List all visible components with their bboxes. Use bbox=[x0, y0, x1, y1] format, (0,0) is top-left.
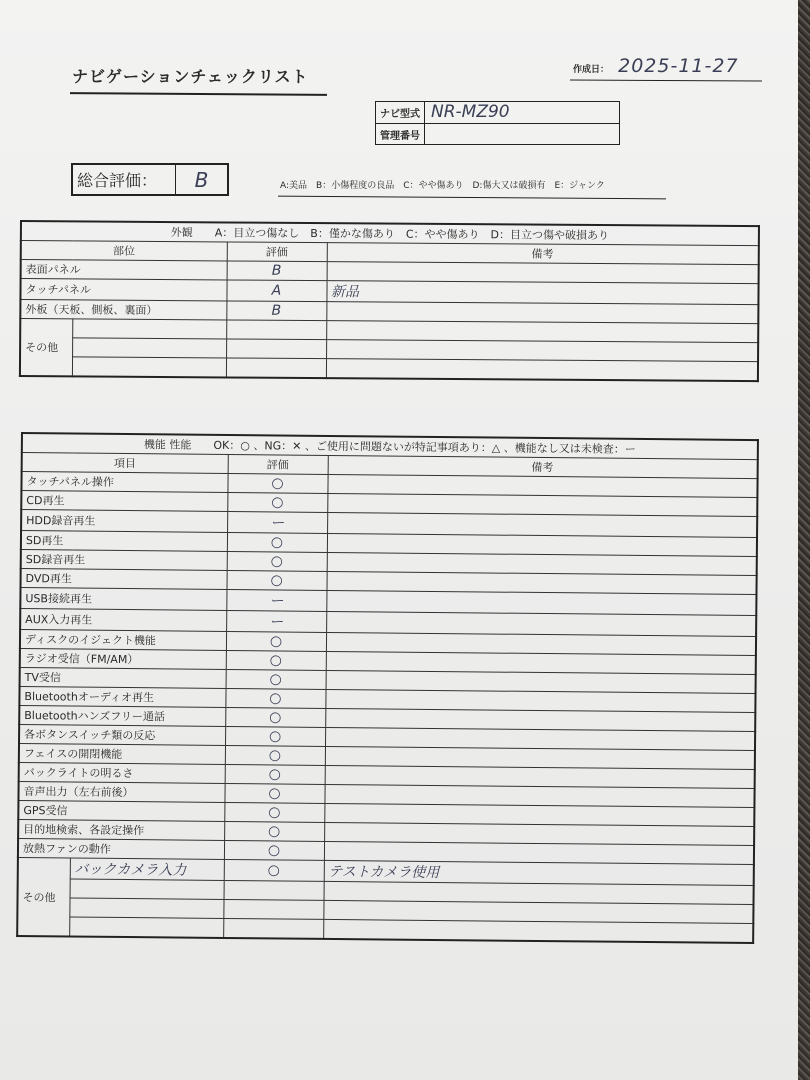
other-label: その他 bbox=[17, 857, 70, 936]
function-table bbox=[16, 432, 759, 944]
other-item-cell bbox=[70, 879, 224, 899]
legend-underline bbox=[278, 196, 666, 200]
created-date-value: 2025-11-27 bbox=[618, 55, 739, 77]
item-cell: タッチパネル操作 bbox=[21, 472, 227, 493]
item-cell: フェイスの開閉機能 bbox=[19, 743, 225, 764]
item-cell: Bluetoothオーディオ再生 bbox=[19, 686, 225, 707]
item-cell: 音声出力（左右前後） bbox=[18, 781, 224, 802]
rating-cell: ○ bbox=[227, 473, 327, 493]
rating-cell bbox=[224, 880, 324, 900]
overall-rating-label: 総合評価： bbox=[73, 165, 176, 194]
item-cell: 目的地検索、各設定操作 bbox=[18, 819, 224, 840]
part-cell: 外板（天板、側板、裏面） bbox=[20, 300, 226, 320]
date-underline bbox=[570, 79, 762, 81]
rating-cell: ○ bbox=[226, 570, 326, 590]
rating-cell: B bbox=[226, 301, 326, 321]
management-number-value bbox=[425, 124, 619, 145]
other-item-cell bbox=[69, 917, 223, 938]
appearance-header: 外観 A：目立つ傷なし B：僅かな傷あり C：やや傷あり D：目立つ傷や破損あり bbox=[21, 221, 759, 246]
rating-cell: ー bbox=[226, 610, 326, 632]
item-cell: 各ボタンスイッチ類の反応 bbox=[19, 724, 225, 745]
item-cell: USB接続再生 bbox=[20, 588, 226, 611]
rating-cell: ○ bbox=[224, 802, 324, 822]
model-row bbox=[376, 102, 619, 123]
rating-cell: ○ bbox=[226, 650, 326, 670]
item-cell: SD再生 bbox=[21, 531, 227, 552]
rating-cell: B bbox=[227, 261, 327, 281]
col-note: 備考 bbox=[327, 243, 759, 265]
item-cell: ディスクのイジェクト機能 bbox=[20, 630, 226, 651]
item-cell: HDD録音再生 bbox=[21, 510, 227, 533]
note-cell: テストカメラ使用 bbox=[324, 860, 754, 885]
rating-cell: ○ bbox=[227, 492, 327, 512]
other-label: その他 bbox=[20, 319, 72, 377]
model-info-box bbox=[375, 101, 620, 145]
item-cell: SD録音再生 bbox=[21, 550, 227, 571]
overall-rating-box bbox=[71, 163, 229, 196]
management-number-row bbox=[376, 123, 619, 145]
col-rating: 評価 bbox=[227, 242, 327, 262]
rating-cell: ○ bbox=[225, 688, 325, 708]
rating-cell: ○ bbox=[226, 631, 326, 651]
rating-cell bbox=[223, 899, 323, 919]
rating-cell: ○ bbox=[225, 745, 325, 765]
item-cell: AUX入力再生 bbox=[20, 609, 226, 632]
rating-cell: ー bbox=[226, 589, 326, 611]
col-item: 項目 bbox=[22, 453, 228, 474]
rating-cell bbox=[226, 339, 326, 359]
table-row bbox=[20, 357, 758, 382]
rating-cell bbox=[226, 320, 326, 340]
item-cell: CD再生 bbox=[21, 491, 227, 512]
note-cell: 新品 bbox=[326, 281, 758, 305]
note-cell bbox=[323, 919, 753, 943]
note-cell bbox=[326, 359, 758, 382]
part-cell: タッチパネル bbox=[20, 279, 226, 301]
col-rating: 評価 bbox=[228, 454, 328, 474]
rating-cell bbox=[223, 918, 323, 938]
model-value: NR-MZ90 bbox=[431, 102, 510, 122]
rating-cell: ○ bbox=[225, 707, 325, 727]
rating-cell bbox=[226, 358, 326, 378]
created-date-label: 作成日： bbox=[573, 65, 610, 75]
rating-cell: ○ bbox=[226, 669, 326, 689]
overall-rating-value: B bbox=[194, 167, 209, 192]
rating-cell: A bbox=[226, 280, 326, 302]
rating-cell: ー bbox=[227, 511, 327, 533]
rating-cell: ○ bbox=[225, 764, 325, 784]
item-cell: DVD再生 bbox=[21, 569, 227, 590]
other-item-cell: バックカメラ入力 bbox=[70, 858, 224, 880]
part-cell: 表面パネル bbox=[21, 260, 227, 280]
item-cell: Bluetoothハンズフリー通話 bbox=[19, 705, 225, 726]
rating-cell: ○ bbox=[227, 551, 327, 571]
desk-backdrop bbox=[798, 0, 810, 1080]
rating-cell: ○ bbox=[224, 783, 324, 803]
rating-legend: A:美品 B：小傷程度の良品 C：やや傷あり D:傷大又は破損有 E：ジャンク bbox=[280, 181, 605, 191]
item-cell: TV受信 bbox=[20, 667, 226, 688]
item-cell: ラジオ受信（FM/AM） bbox=[20, 648, 226, 669]
col-note: 備考 bbox=[328, 455, 758, 478]
rating-cell: ○ bbox=[224, 840, 324, 860]
management-number-label: 管理番号 bbox=[376, 124, 425, 145]
title-underline bbox=[70, 92, 327, 96]
other-item-cell bbox=[72, 357, 226, 378]
col-part: 部位 bbox=[21, 241, 227, 261]
function-header: 機能 性能 OK：○ 、NG：✕ 、ご使用に問題ないが特記事項あり：△ 、機能なし又は未検査：ー bbox=[22, 433, 758, 460]
rating-cell: ○ bbox=[224, 821, 324, 841]
item-cell: バックライトの明るさ bbox=[19, 762, 225, 783]
item-cell: 放熱ファンの動作 bbox=[18, 838, 224, 859]
rating-cell: ○ bbox=[227, 532, 327, 552]
appearance-table bbox=[19, 220, 760, 382]
rating-cell: ○ bbox=[224, 859, 324, 881]
other-item-cell bbox=[72, 338, 226, 358]
document-title: ナビゲーションチェックリスト bbox=[72, 67, 309, 86]
model-label: ナビ型式 bbox=[376, 102, 425, 123]
item-cell: GPS受信 bbox=[18, 800, 224, 821]
rating-cell: ○ bbox=[225, 726, 325, 746]
other-item-cell bbox=[72, 319, 226, 339]
created-date bbox=[573, 55, 739, 77]
other-item-cell bbox=[69, 898, 223, 918]
